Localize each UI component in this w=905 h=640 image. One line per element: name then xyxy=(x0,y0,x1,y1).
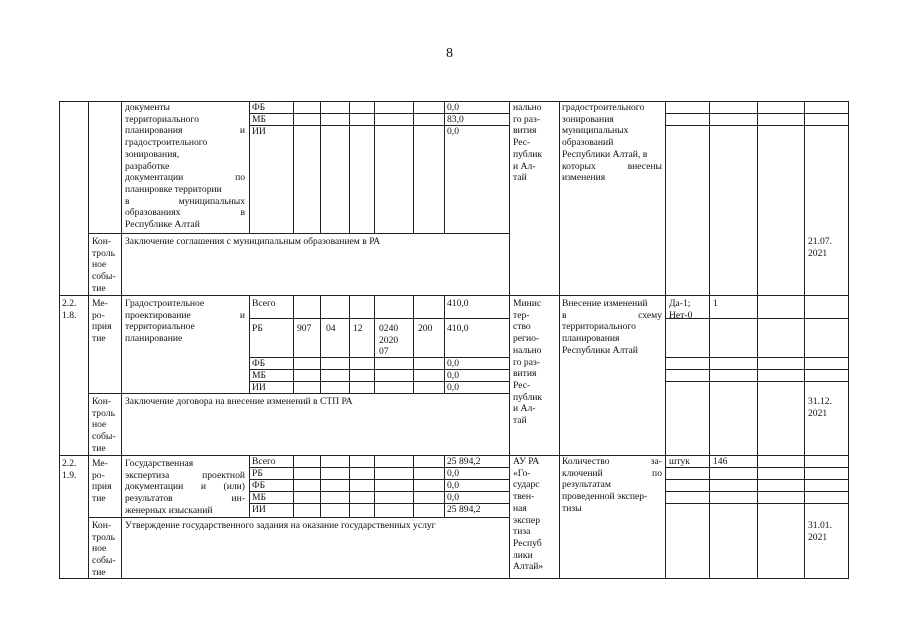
row3-budget-amount-3: 0,0 xyxy=(447,480,459,491)
page-number: 8 xyxy=(446,46,453,61)
kc1-text: Заключение соглашения с муниципальным образованием в РА xyxy=(125,236,381,247)
row2-rb-vr: 200 xyxy=(418,323,433,334)
row2-rb-pr: 12 xyxy=(353,323,363,334)
row3-unit: штук xyxy=(669,456,690,467)
row3-budget-src-4: МБ xyxy=(252,492,267,503)
row1-executor: нально го раз- вития Рес- публик и Ал- тай xyxy=(513,102,543,184)
row1-name: документы территориального планирования и градостроительного зонирования, разработке документации по планировке территории в муниципальных образованиях в Республике Алтай xyxy=(125,102,245,231)
row1-indicator: градостроительного зонирования муниципальных образований Республики Алтай, в которых внесены изменения xyxy=(562,102,662,184)
kc2-date: 31.12. 2021 xyxy=(808,396,832,419)
row2-budget-amount-2: 0,0 xyxy=(447,370,459,381)
row3-budget-src-1: Всего xyxy=(252,456,276,467)
row2-total-label: Всего xyxy=(252,298,276,309)
row2-executor: Минис тер- ство регио- нально го раз- вития Рес- публик и Ал- тай xyxy=(513,298,543,427)
row2-name: Градостроительное проектирование и территориальное планирование xyxy=(125,298,245,345)
kc3-text: Утверждение государственного задания на оказание государственных услуг xyxy=(125,520,436,531)
row2-rb-rz: 04 xyxy=(326,323,336,334)
row2-rb-grbs: 907 xyxy=(297,323,312,334)
row3-indicator: Количество за- ключений по результатам проведенной экспер- тизы xyxy=(562,456,662,514)
row2-value: 1 xyxy=(713,298,718,309)
row1-budget-src-1: ФБ xyxy=(252,102,266,113)
row2-budget-src-1: ФБ xyxy=(252,358,266,369)
row2-unit: Да-1; Нет-0 xyxy=(669,298,693,321)
row3-budget-src-5: ИИ xyxy=(252,504,266,515)
kc1-date: 21.07. 2021 xyxy=(808,236,832,259)
row2-budget-src-3: ИИ xyxy=(252,382,266,393)
row1-budget-amount-3: 0,0 xyxy=(447,126,459,137)
row2-budget-amount-3: 0,0 xyxy=(447,382,459,393)
kc2-type: Кон- троль ное собы- тие xyxy=(92,396,116,454)
row3-name: Государственная экспертиза проектной документации и (или) результатов ин- женерных изысканий xyxy=(125,458,245,516)
row3-budget-amount-2: 0,0 xyxy=(447,468,459,479)
row1-budget-src-2: МБ xyxy=(252,114,267,125)
row3-budget-amount-1: 25 894,2 xyxy=(447,456,481,467)
kc3-date: 31.01. 2021 xyxy=(808,520,832,543)
row2-rb-amount: 410,0 xyxy=(447,323,469,334)
kc3-type: Кон- троль ное собы- тие xyxy=(92,520,116,578)
kc1-type: Кон- троль ное собы- тие xyxy=(92,236,116,294)
row3-value: 146 xyxy=(713,456,728,467)
row1-budget-amount-1: 0,0 xyxy=(447,102,459,113)
row1-budget-amount-2: 83,0 xyxy=(447,114,464,125)
row2-indicator: Внесение изменений в схему территориального планирования Республики Алтай xyxy=(562,298,662,356)
row3-budget-amount-4: 0,0 xyxy=(447,492,459,503)
row2-type: Ме- ро- прия тие xyxy=(92,298,112,345)
kc2-text: Заключение договора на внесение изменений в СТП РА xyxy=(125,396,353,407)
row1-budget-src-3: ИИ xyxy=(252,126,266,137)
row3-executor: АУ РА «Го- сударс твен- ная экспер тиза Респуб лики Алтай» xyxy=(513,456,544,573)
row2-budget-amount-1: 0,0 xyxy=(447,358,459,369)
row3-type: Ме- ро- прия тие xyxy=(92,458,112,505)
activities-table xyxy=(59,101,849,579)
row3-number: 2.2. 1.9. xyxy=(62,458,77,481)
row3-budget-src-3: ФБ xyxy=(252,480,266,491)
row2-number: 2.2. 1.8. xyxy=(62,298,77,321)
row2-rb-src: РБ xyxy=(252,323,263,334)
row3-budget-src-2: РБ xyxy=(252,468,263,479)
row3-budget-amount-5: 25 894,2 xyxy=(447,504,481,515)
row2-rb-csr: 0240 2020 07 xyxy=(379,323,399,358)
row2-total-amount: 410,0 xyxy=(447,298,469,309)
row2-budget-src-2: МБ xyxy=(252,370,267,381)
